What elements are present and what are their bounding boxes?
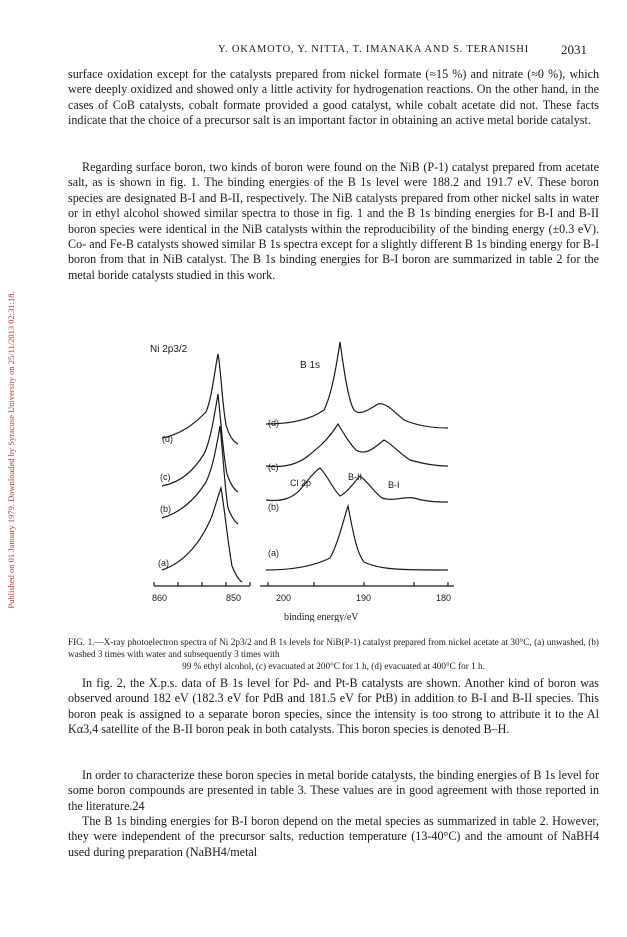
header-authors: Y. OKAMOTO, Y. NITTA, T. IMANAKA AND S. TERANISHI (218, 44, 529, 55)
tick-200: 200 (276, 593, 292, 603)
ni-label-c: (c) (160, 472, 171, 482)
paragraph-5: The B 1s binding energies for B-I boron depend on the metal species as summarized in table 2. However, they were independent of the precursor salts, reduction temperature (13-40°C) and the amount of NaBH4 used during preparation (NaBH4/metal (68, 814, 599, 859)
running-header (68, 44, 587, 60)
ni-label-a: (a) (158, 558, 169, 568)
xps-spectra-plot (142, 330, 470, 622)
ni-curve-c (162, 394, 238, 492)
b-curve-d (266, 342, 448, 428)
caption-text: FIG. 1.—X-ray photoelectron spectra of Ni 2p3/2 and B 1s levels for NiB(P-1) catalyst prepared from nickel acetate at 30°C, (a) unwashed, (b) washed 3 times with water and subsequently 3 times with (68, 637, 599, 659)
paragraph-4: In order to characterize these boron species in metal boride catalysts, the binding energies of B 1s level for some boron compounds are presented in table 3. These values are in good agreement with those reported in the literature.24 (68, 768, 599, 813)
download-watermark: Published on 01 January 1979. Downloaded by Syracuse University on 25/11/2013 02:31:18. (6, 291, 16, 609)
b-curve-c (266, 424, 448, 467)
b-label-c: (c) (268, 462, 279, 472)
tick-850: 850 (226, 593, 242, 603)
page-number: 2031 (561, 42, 587, 57)
figure-1 (142, 330, 470, 622)
ni-label-b: (b) (160, 504, 171, 514)
b-label-b: (b) (268, 502, 279, 512)
x-axis-label: binding energy/eV (284, 612, 359, 622)
paragraph-3: In fig. 2, the X.p.s. data of B 1s level for Pd- and Pt-B catalysts are shown. Another kind of boron was observed around 182 eV (182.3 eV for PdB and 181.5 eV for PtB) in addition to B-I and B-II species. This boron peak is assigned to a separate boron species, since the intensity is too strong to attribute it to the Al Kα3,4 satellite of the B-II boron peak in both catalysts. This boron species is denoted B–H. (68, 676, 599, 737)
tick-860: 860 (152, 593, 168, 603)
ni-curve-b (162, 426, 238, 524)
ni-curve-d (162, 354, 238, 444)
b2-label: B-II (348, 472, 363, 482)
caption-last-line: 99 % ethyl alcohol, (c) evacuated at 200°C for 1 h, (d) evacuated at 400°C for 1 h. (182, 661, 485, 671)
figure-caption (68, 636, 599, 672)
ni-label-d: (d) (162, 434, 173, 444)
paragraph-2: Regarding surface boron, two kinds of boron were found on the NiB (P-1) catalyst prepared from acetate salt, as is shown in fig. 1. The binding energies of the B 1s level were 188.2 and 191.7 eV. These boron species are designated B-I and B-II, respectively. The NiB catalysts prepared from other nickel salts in water or in ethyl alcohol showed similar spectra to those in fig. 1 and the B 1s binding energies for B-I and B-II boron species were identical in the NiB catalysts within the reproducibility of the binding energy (±0.3 eV). Co- and Fe-B catalysts showed similar B 1s spectra except for a slightly different B 1s binding energy for B-I boron from that in NiB catalyst. The B 1s binding energies for B-I boron are summarized in table 2 for the metal boride catalysts studied in this work. (68, 160, 599, 282)
ni-panel-label: Ni 2p3/2 (150, 344, 188, 355)
b-curve-a (266, 506, 448, 570)
ni-curve-a (162, 488, 242, 582)
paragraph-1: surface oxidation except for the catalysts prepared from nickel formate (≈15 %) and nitrate (≈0 %), which were deeply oxidized and showed only a little activity for hydrogenation reactions. On the other hand, in the cases of CoB catalysts, cobalt formate provided a good catalyst, while cobalt acetate did not. These facts indicate that the choice of a precursor salt is an important factor in obtaining an active metal boride catalyst. (68, 67, 599, 128)
cl-2p-label: Cl 2p (290, 478, 312, 488)
b-label-d: (d) (268, 418, 279, 428)
b-panel-label: B 1s (300, 360, 321, 371)
tick-190: 190 (356, 593, 372, 603)
b1-label: B-I (388, 480, 400, 490)
b-label-a: (a) (268, 548, 279, 558)
tick-180: 180 (436, 593, 452, 603)
